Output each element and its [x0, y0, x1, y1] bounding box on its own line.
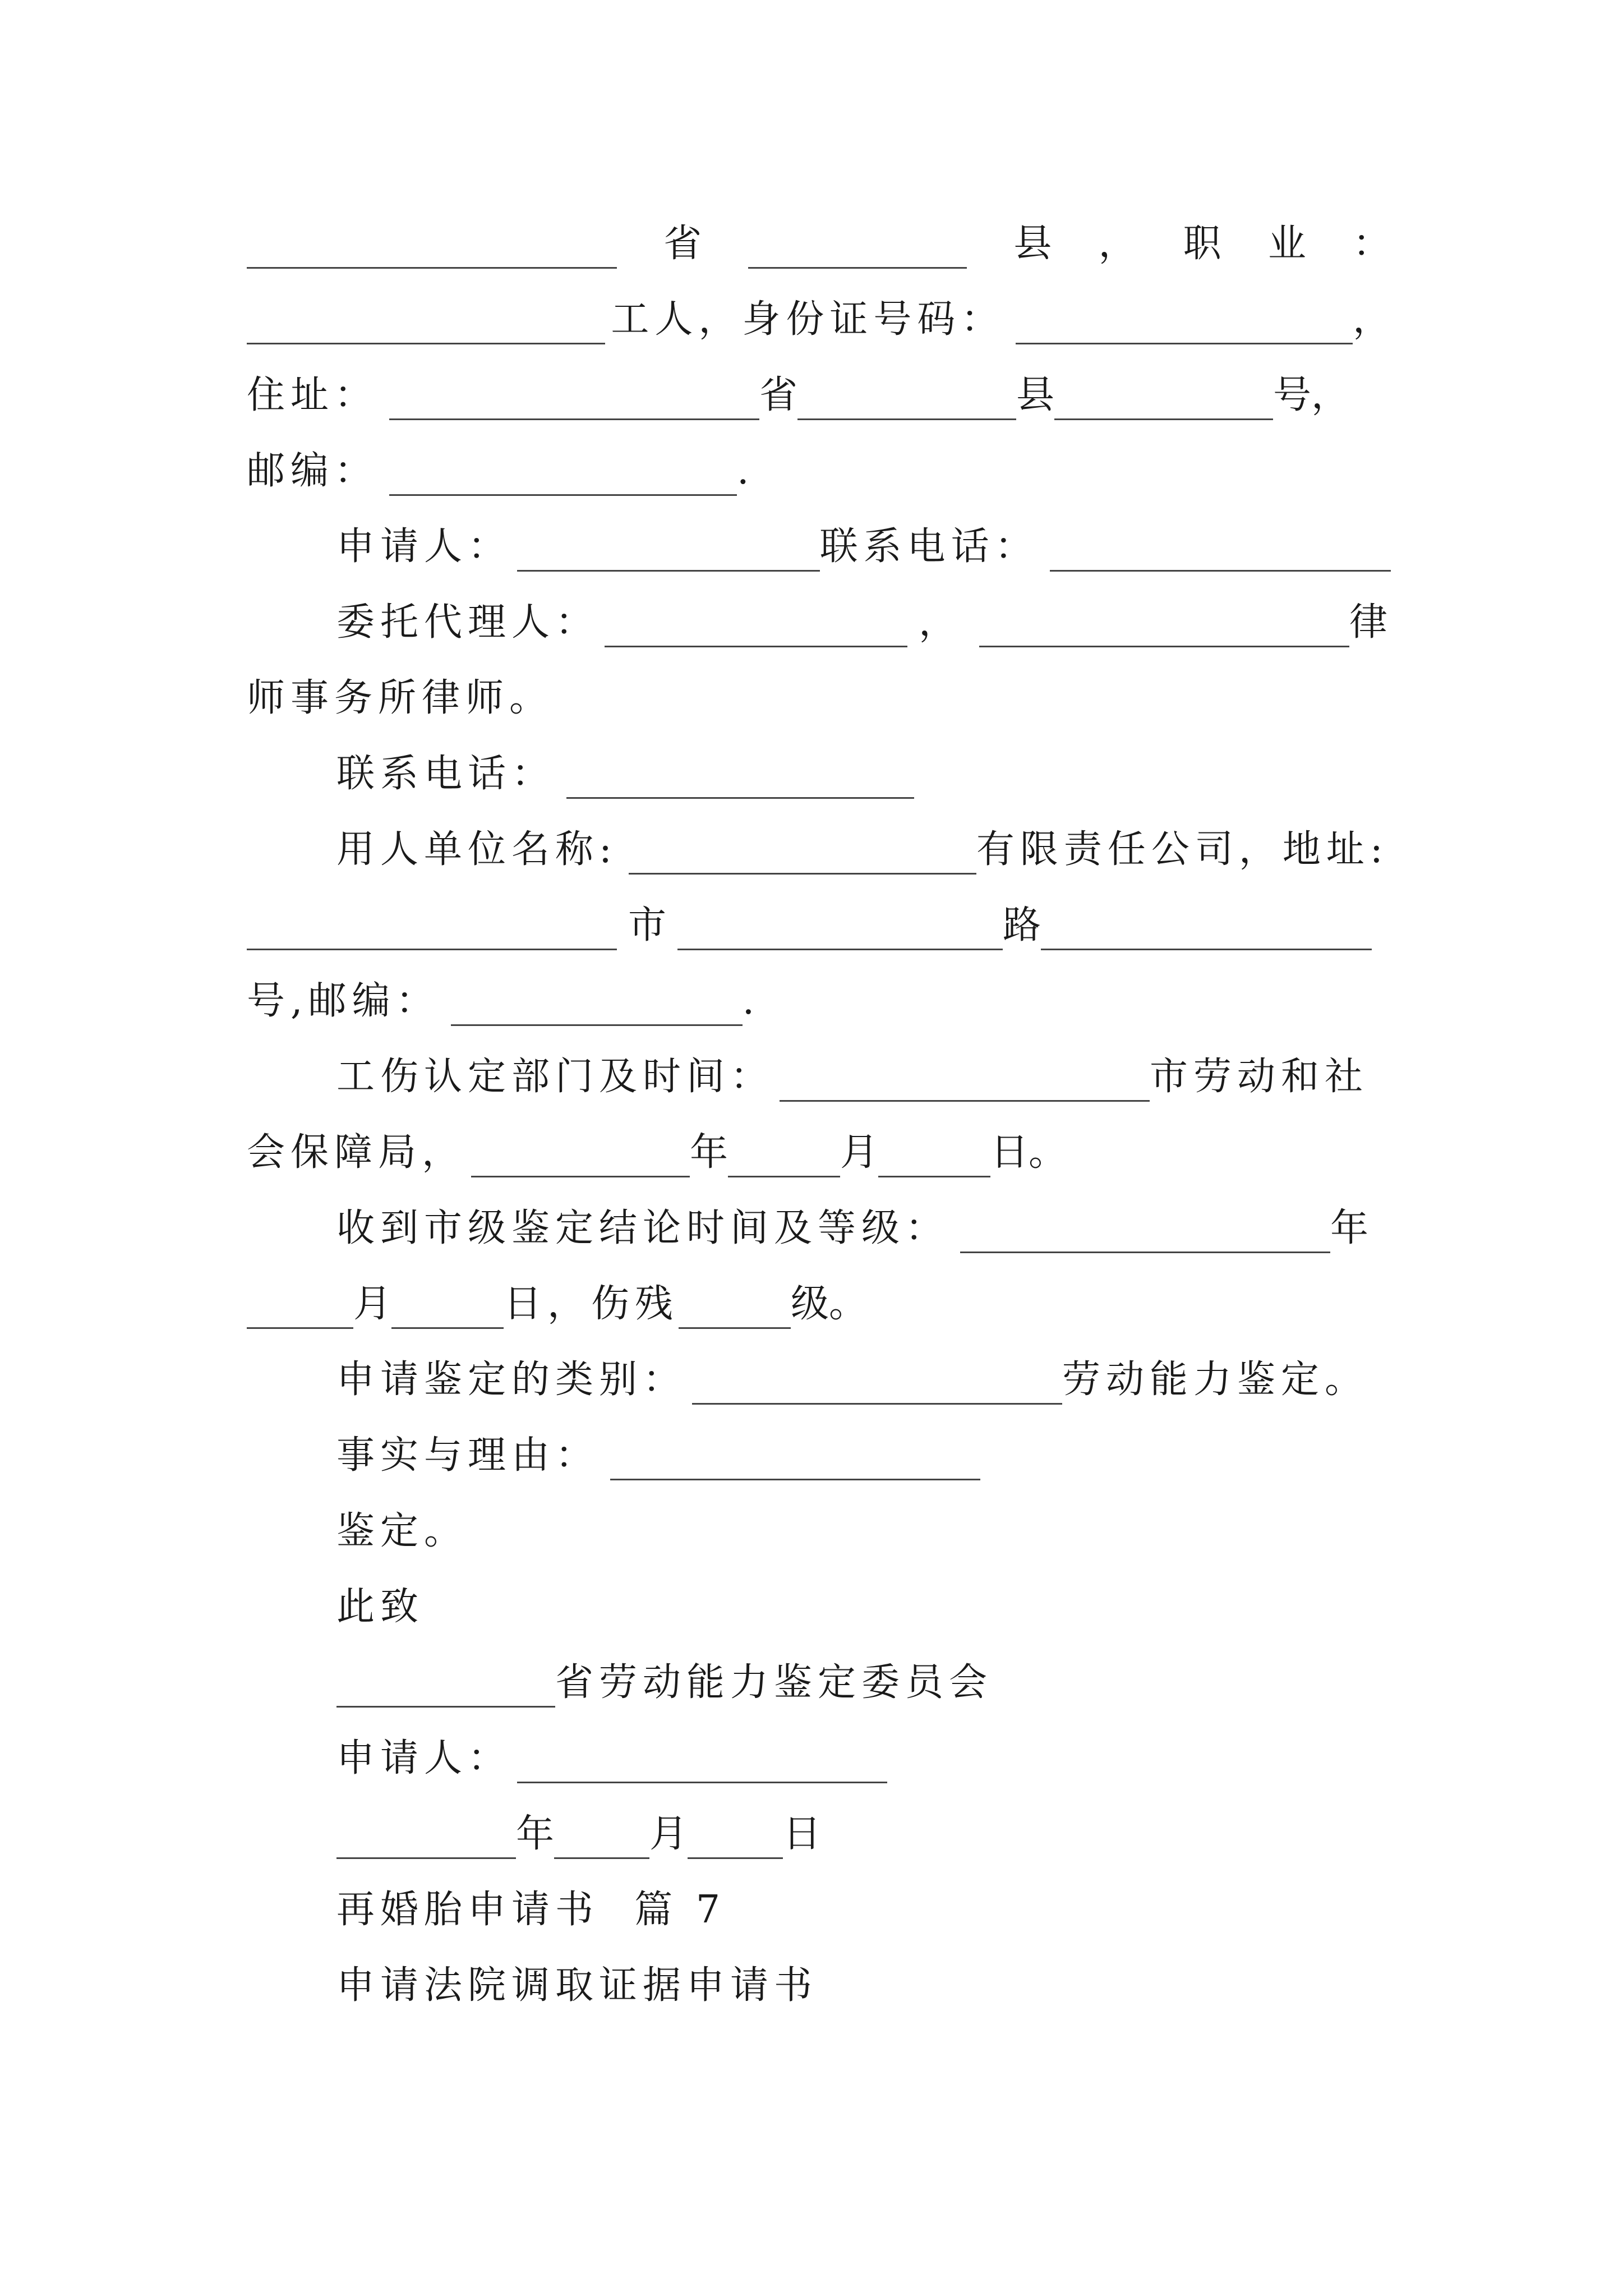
blank-field	[1054, 379, 1273, 420]
text-comma: ，	[1098, 222, 1137, 266]
blank-field	[688, 1818, 783, 1859]
line-15	[247, 1271, 1391, 1338]
line-12	[247, 1043, 1391, 1111]
text-applicant-label: 申请人：	[336, 524, 512, 569]
blank-field	[517, 531, 820, 572]
text-occupation-2: 业	[1267, 222, 1306, 266]
line-21	[247, 1725, 1391, 1792]
text-facts-reasons-label: 事实与理由：	[336, 1433, 600, 1478]
text-comma: ，	[919, 600, 957, 645]
line-2	[247, 286, 1391, 353]
line-24	[247, 1952, 1391, 2019]
blank-field	[679, 1288, 791, 1329]
text-county: 县	[1016, 373, 1055, 417]
blank-field	[336, 1818, 516, 1859]
blank-field	[605, 606, 907, 647]
blank-field	[960, 1212, 1330, 1253]
blank-field	[389, 455, 737, 496]
text-law-firm: 师事务所律师。	[247, 676, 554, 720]
blank-field	[247, 303, 605, 344]
blank-field	[677, 909, 1003, 950]
text-phone-label: 联系电话：	[336, 752, 556, 796]
text-address-label: 住址：	[247, 373, 379, 417]
line-13	[247, 1119, 1391, 1186]
blank-field	[692, 1364, 1062, 1405]
blank-field	[336, 1667, 555, 1708]
blank-field	[629, 834, 976, 875]
blank-field	[566, 758, 914, 799]
text-day: 日	[783, 1812, 822, 1856]
line-16	[247, 1346, 1391, 1414]
text-period: .	[737, 449, 749, 493]
text-month: 月	[649, 1812, 688, 1856]
blank-field	[471, 1137, 690, 1177]
blank-field	[247, 1288, 353, 1329]
line-3	[247, 362, 1391, 429]
blank-field	[389, 379, 759, 420]
blank-field	[878, 1137, 990, 1177]
text-evidence-request-title: 申请法院调取证据申请书	[336, 1963, 818, 2008]
line-11	[247, 968, 1391, 1035]
line-17	[247, 1422, 1391, 1489]
blank-field	[728, 1137, 840, 1177]
blank-field	[451, 985, 743, 1026]
text-agent-label: 委托代理人：	[336, 600, 600, 645]
line-14	[247, 1195, 1391, 1262]
blank-field	[247, 909, 617, 950]
text-salutation: 此致	[336, 1585, 425, 1629]
line-9	[247, 816, 1391, 884]
line-10	[247, 892, 1391, 959]
text-company-address: 有限责任公司，地址:	[976, 827, 1389, 872]
text-comma: ，	[1352, 297, 1391, 342]
blank-field	[554, 1818, 649, 1859]
text-road: 路	[1003, 903, 1041, 947]
text-grade: 级。	[791, 1282, 868, 1326]
text-year: 年	[690, 1130, 728, 1175]
text-section-title: 再婚胎申请书 篇 7	[336, 1888, 726, 1932]
blank-field	[517, 1742, 887, 1783]
text-county: 县	[1013, 222, 1052, 266]
text-applicant-label: 申请人：	[336, 1736, 512, 1780]
line-23	[247, 1876, 1391, 1944]
line-5	[247, 513, 1391, 581]
line-1	[247, 210, 1391, 278]
text-injury-department-label: 工伤认定部门及时间：	[336, 1055, 774, 1099]
text-year: 年	[1330, 1206, 1369, 1250]
blank-field	[1016, 303, 1353, 344]
text-number: 号，	[1273, 373, 1350, 417]
text-postcode-label: 邮编：	[247, 449, 379, 493]
text-worker-id: 工人，身份证号码：	[611, 297, 1005, 342]
text-appraisal-type-label: 申请鉴定的类别：	[336, 1358, 687, 1402]
text-occupation-1: 职	[1183, 222, 1221, 266]
line-18	[247, 1498, 1391, 1565]
text-colon: ：	[1352, 222, 1391, 266]
line-19	[247, 1573, 1391, 1641]
line-7	[247, 665, 1391, 732]
text-labor-bureau-2: 会保障局，	[247, 1130, 466, 1175]
line-20	[247, 1649, 1391, 1717]
text-appraisal: 鉴定。	[336, 1509, 468, 1553]
blank-field	[1050, 531, 1391, 572]
blank-field	[391, 1288, 504, 1329]
text-province: 省	[663, 222, 702, 266]
text-labor-bureau-1: 市劳动和社	[1150, 1055, 1369, 1099]
text-postcode-label: 号,邮编：	[247, 979, 440, 1023]
text-period: .	[742, 979, 755, 1023]
blank-field	[780, 1061, 1150, 1102]
blank-field	[610, 1439, 980, 1480]
text-month: 月	[840, 1130, 879, 1175]
text-lawyer-1: 律	[1349, 600, 1388, 645]
text-phone-label: 联系电话：	[819, 524, 1039, 569]
line-22	[247, 1801, 1391, 1868]
text-province: 省	[759, 373, 798, 417]
line-8	[247, 740, 1391, 808]
text-employer-label: 用人单位名称:	[336, 827, 617, 872]
text-city: 市	[628, 903, 667, 947]
text-day: 日。	[990, 1130, 1067, 1175]
blank-field	[247, 228, 617, 269]
text-labor-capacity-appraisal: 劳动能力鉴定。	[1062, 1358, 1369, 1402]
blank-field	[979, 606, 1349, 647]
blank-field	[1041, 909, 1372, 950]
text-month: 月	[353, 1282, 392, 1326]
blank-field	[797, 379, 1016, 420]
text-committee: 省劳动能力鉴定委员会	[555, 1660, 993, 1705]
line-4	[247, 438, 1391, 505]
line-6	[247, 589, 1391, 656]
text-year: 年	[516, 1812, 555, 1856]
text-day-disability: 日，伤残	[504, 1282, 679, 1326]
blank-field	[748, 228, 967, 269]
text-conclusion-label: 收到市级鉴定结论时间及等级：	[336, 1206, 949, 1250]
